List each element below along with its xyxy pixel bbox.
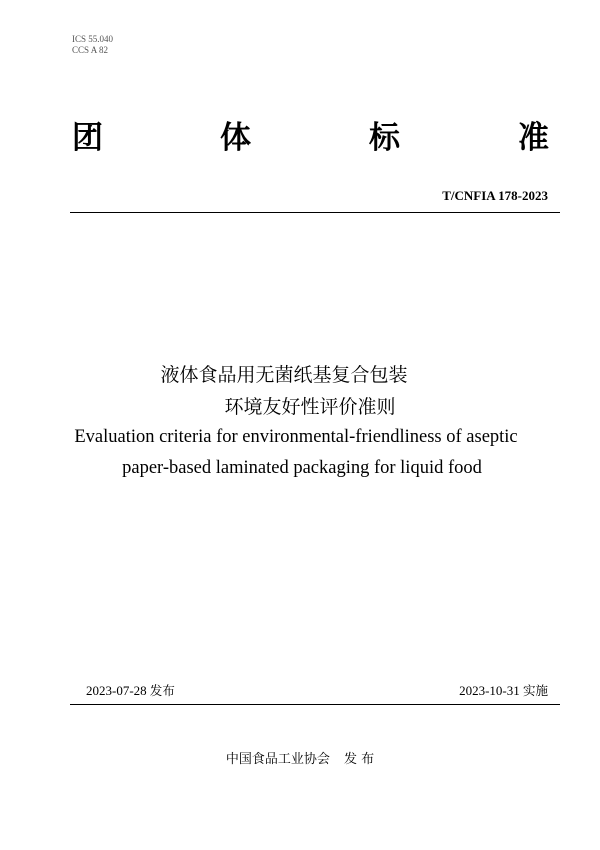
publish-date (86, 681, 175, 699)
ics-code: ICS 55.040 (72, 34, 114, 44)
standard-type-char-1: 团 (72, 120, 103, 156)
standard-type-char-2: 体 (220, 120, 251, 156)
publish-date-value: 2023-07-28 (86, 683, 147, 698)
bottom-divider (70, 704, 560, 705)
publish-date-label: 发布 (149, 683, 175, 698)
ccs-code: CCS A 82 (72, 45, 109, 55)
title-en-line-2: paper-based laminated packaging for liquid food (122, 458, 482, 478)
title-en-line-1: Evaluation criteria for environmental-friendliness of aseptic (74, 427, 518, 447)
title-zh-line-1: 液体食品用无菌纸基复合包装 (160, 364, 408, 386)
implement-date (459, 681, 548, 699)
implement-date-label: 实施 (522, 683, 548, 698)
implement-date-value: 2023-10-31 (459, 683, 520, 698)
top-divider (70, 212, 560, 213)
publisher-name: 中国食品工业协会 (225, 752, 330, 767)
publisher-action: 发 布 (343, 752, 375, 767)
title-zh-line-2: 环境友好性评价准则 (224, 396, 396, 418)
publisher-line (0, 748, 600, 767)
standard-type-char-4: 准 (518, 120, 549, 156)
standard-type-char-3: 标 (369, 120, 400, 156)
standard-number: T/CNFIA 178-2023 (442, 188, 548, 203)
standard-type-heading (72, 118, 558, 158)
